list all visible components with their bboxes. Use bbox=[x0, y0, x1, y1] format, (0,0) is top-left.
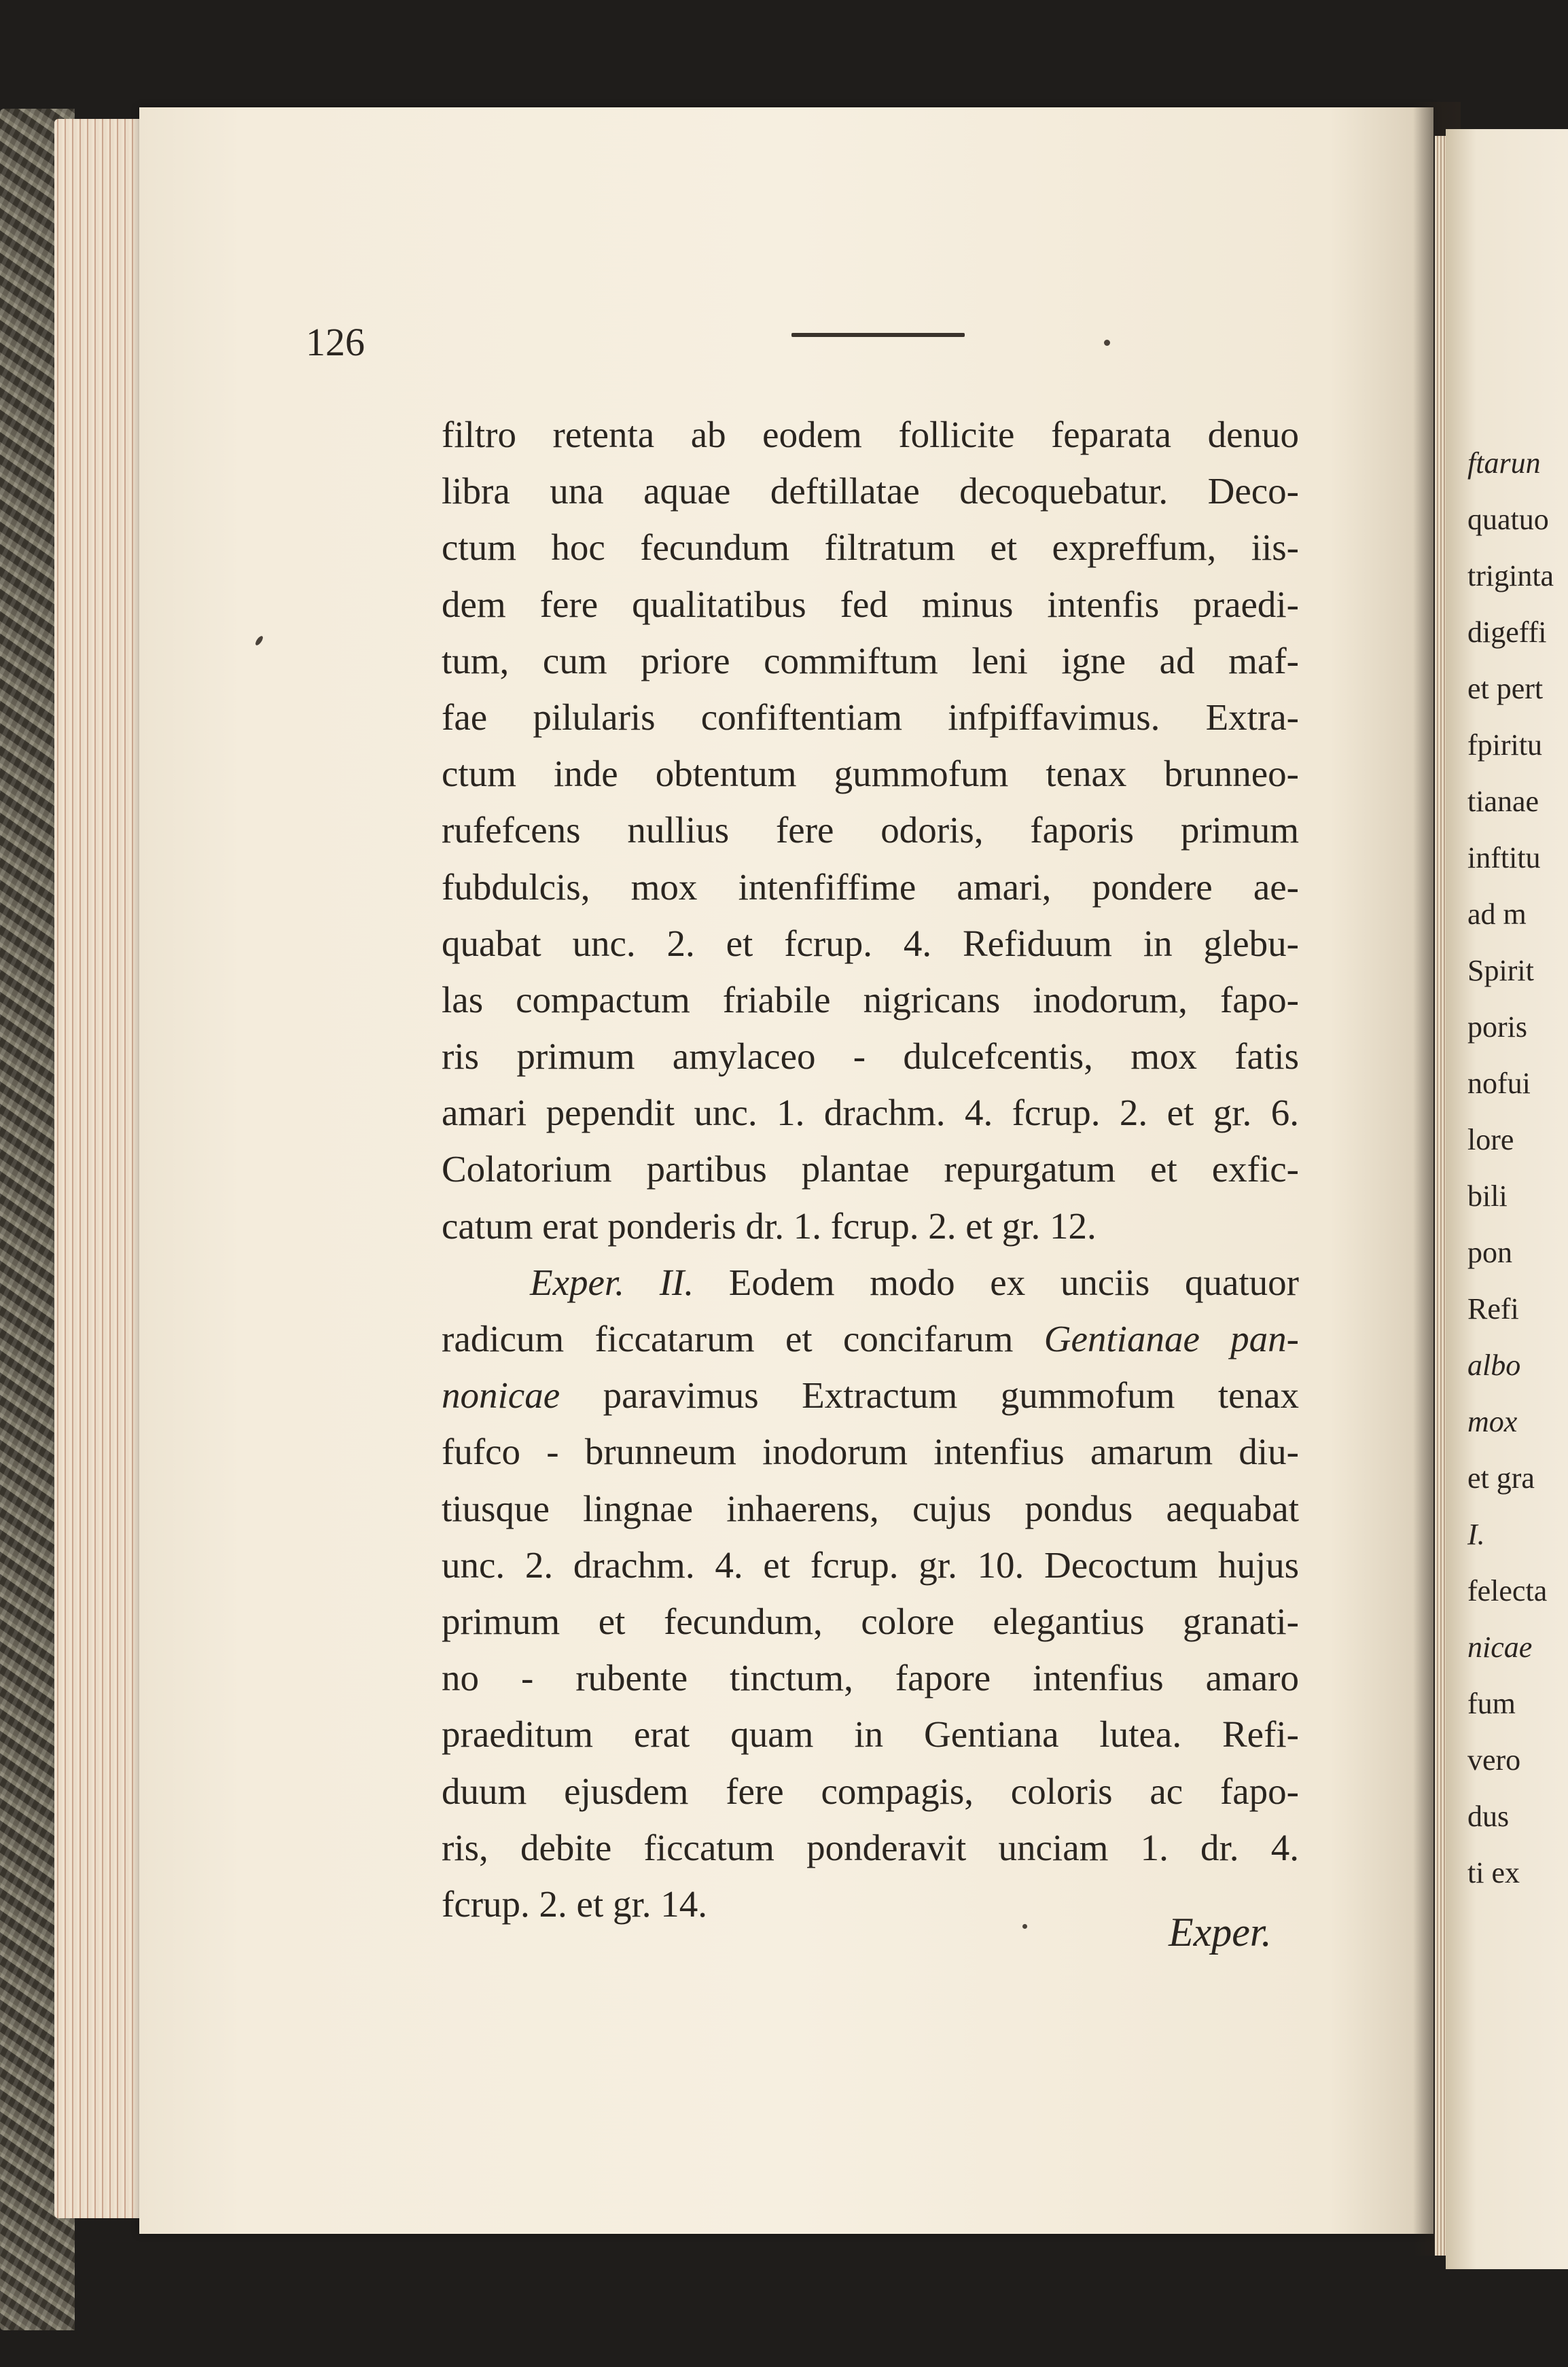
facing-page-fragment: vero bbox=[1467, 1743, 1521, 1777]
text-segment: filtro retenta ab eodem follicite feparata denuo bbox=[442, 414, 1299, 455]
facing-page-fragment: et pert bbox=[1467, 672, 1544, 705]
text-line bbox=[442, 689, 1299, 745]
text-segment: fae pilularis confiftentiam infpiffavimus. Extra- bbox=[442, 696, 1299, 738]
facing-page-fragment: mox bbox=[1467, 1405, 1518, 1438]
text-segment: Colatorium partibus plantae repurgatum et exfic- bbox=[442, 1148, 1299, 1190]
text-line bbox=[442, 1367, 1299, 1423]
facing-page-fragment: tianae bbox=[1467, 785, 1539, 818]
text-line bbox=[442, 1650, 1299, 1706]
body-text bbox=[442, 406, 1299, 1932]
text-line bbox=[442, 1084, 1299, 1141]
facing-page bbox=[1446, 129, 1568, 2269]
text-segment: praeditum erat quam in Gentiana lutea. Refi- bbox=[442, 1713, 1299, 1756]
facing-page-fragment: fum bbox=[1467, 1687, 1516, 1720]
facing-page-fragment: nofui bbox=[1467, 1067, 1531, 1100]
text-segment: fufco - brunneum inodorum intenfius amarum diu- bbox=[442, 1431, 1299, 1473]
text-segment: ctum inde obtentum gummofum tenax brunneo- bbox=[442, 753, 1299, 795]
text-line bbox=[442, 802, 1299, 858]
text-line bbox=[442, 463, 1299, 519]
facing-page-fragment: ftarun bbox=[1467, 446, 1541, 480]
facing-page-fragment: fpiritu bbox=[1467, 728, 1542, 762]
text-segment: fcrup. 2. et gr. 14. bbox=[442, 1883, 708, 1925]
facing-page-fragment: albo bbox=[1467, 1349, 1521, 1382]
text-line bbox=[442, 1198, 1299, 1254]
text-segment: no - rubente tinctum, fapore intenfius amaro bbox=[442, 1657, 1299, 1699]
text-segment: fubdulcis, mox intenfiffime amari, pondere ae- bbox=[442, 866, 1299, 908]
facing-page-fragment: Spirit bbox=[1467, 954, 1534, 987]
text-line bbox=[442, 1706, 1299, 1762]
text-segment: las compactum friabile nigricans inodorum, fapo- bbox=[442, 978, 1299, 1020]
text-segment: paravimus Extractum gummofum tenax bbox=[560, 1374, 1299, 1417]
page-number: 126 bbox=[306, 320, 365, 364]
text-segment: Eodem modo ex unciis quatuor bbox=[694, 1261, 1299, 1303]
text-segment: quabat unc. 2. et fcrup. 4. Refiduum in glebu- bbox=[442, 922, 1299, 964]
catchword: Exper. bbox=[1169, 1910, 1272, 1955]
text-segment: duum ejusdem fere compagis, coloris ac fapo- bbox=[442, 1770, 1299, 1812]
text-line bbox=[442, 1311, 1299, 1367]
italic-text: Gentianae pan- bbox=[1044, 1318, 1299, 1359]
italic-text: nonicae bbox=[442, 1374, 560, 1417]
italic-text: Exper. II. bbox=[530, 1261, 694, 1303]
text-line bbox=[442, 1763, 1299, 1819]
text-segment: ris primum amylaceo - dulcefcentis, mox fatis bbox=[442, 1035, 1299, 1078]
text-line bbox=[442, 745, 1299, 802]
text-segment: ctum hoc fecundum filtratum et expreffum, iis- bbox=[442, 527, 1299, 569]
facing-page-fragment: Refi bbox=[1467, 1292, 1519, 1325]
text-line bbox=[442, 1593, 1299, 1650]
text-line bbox=[442, 1423, 1299, 1480]
facing-page-fragment: ti ex bbox=[1467, 1856, 1520, 1889]
text-segment: ris, debite ficcatum ponderavit unciam 1. dr. 4. bbox=[442, 1826, 1299, 1868]
text-segment: libra una aquae deftillatae decoquebatur. Deco- bbox=[442, 470, 1299, 512]
facing-page-fragment: digeffi bbox=[1467, 616, 1547, 649]
facing-page-fragment: lore bbox=[1467, 1123, 1514, 1156]
facing-page-fragment: quatuo bbox=[1467, 503, 1549, 536]
text-segment: tiusque lingnae inhaerens, cujus pondus aequabat bbox=[442, 1487, 1299, 1529]
facing-page-fragment: poris bbox=[1467, 1010, 1527, 1044]
text-line bbox=[442, 1537, 1299, 1593]
facing-page-fragment: I. bbox=[1467, 1518, 1485, 1551]
text-line bbox=[442, 1141, 1299, 1197]
text-line bbox=[442, 576, 1299, 633]
text-segment: tum, cum priore commiftum leni igne ad maf- bbox=[442, 639, 1299, 681]
text-segment: unc. 2. drachm. 4. et fcrup. gr. 10. Decoctum hujus bbox=[442, 1544, 1299, 1586]
text-segment: rufefcens nullius fere odoris, faporis primum bbox=[442, 809, 1299, 851]
facing-page-fragment: ad m bbox=[1467, 897, 1527, 931]
text-segment: primum et fecundum, colore elegantius granati- bbox=[442, 1600, 1299, 1642]
facing-page-fragment: inftitu bbox=[1467, 841, 1541, 874]
facing-page-fragment: bili bbox=[1467, 1179, 1508, 1213]
text-segment: catum erat ponderis dr. 1. fcrup. 2. et gr. 12. bbox=[442, 1205, 1097, 1247]
text-segment: amari pependit unc. 1. drachm. 4. fcrup. 2. et gr. 6. bbox=[442, 1092, 1299, 1134]
facing-page-fragment: et gra bbox=[1467, 1461, 1535, 1495]
text-line bbox=[442, 1254, 1299, 1311]
header-rule bbox=[791, 333, 965, 337]
text-line bbox=[442, 1028, 1299, 1084]
facing-page-fragment: triginta bbox=[1467, 559, 1554, 592]
text-segment: radicum ficcatarum et concifarum bbox=[442, 1318, 1044, 1359]
text-line bbox=[442, 859, 1299, 915]
text-line bbox=[442, 1819, 1299, 1876]
text-line bbox=[442, 406, 1299, 463]
text-line bbox=[442, 633, 1299, 689]
facing-page-fragment: nicae bbox=[1467, 1631, 1533, 1664]
facing-page-fragment: dus bbox=[1467, 1800, 1510, 1833]
facing-page-fragment: felecta bbox=[1467, 1574, 1548, 1607]
text-line bbox=[442, 972, 1299, 1028]
facing-page-fragment: pon bbox=[1467, 1236, 1512, 1269]
ink-speck bbox=[1104, 340, 1110, 346]
text-line bbox=[442, 915, 1299, 972]
text-line bbox=[442, 1480, 1299, 1537]
text-line bbox=[442, 519, 1299, 575]
text-segment: dem fere qualitatibus fed minus intenfis praedi- bbox=[442, 583, 1299, 625]
